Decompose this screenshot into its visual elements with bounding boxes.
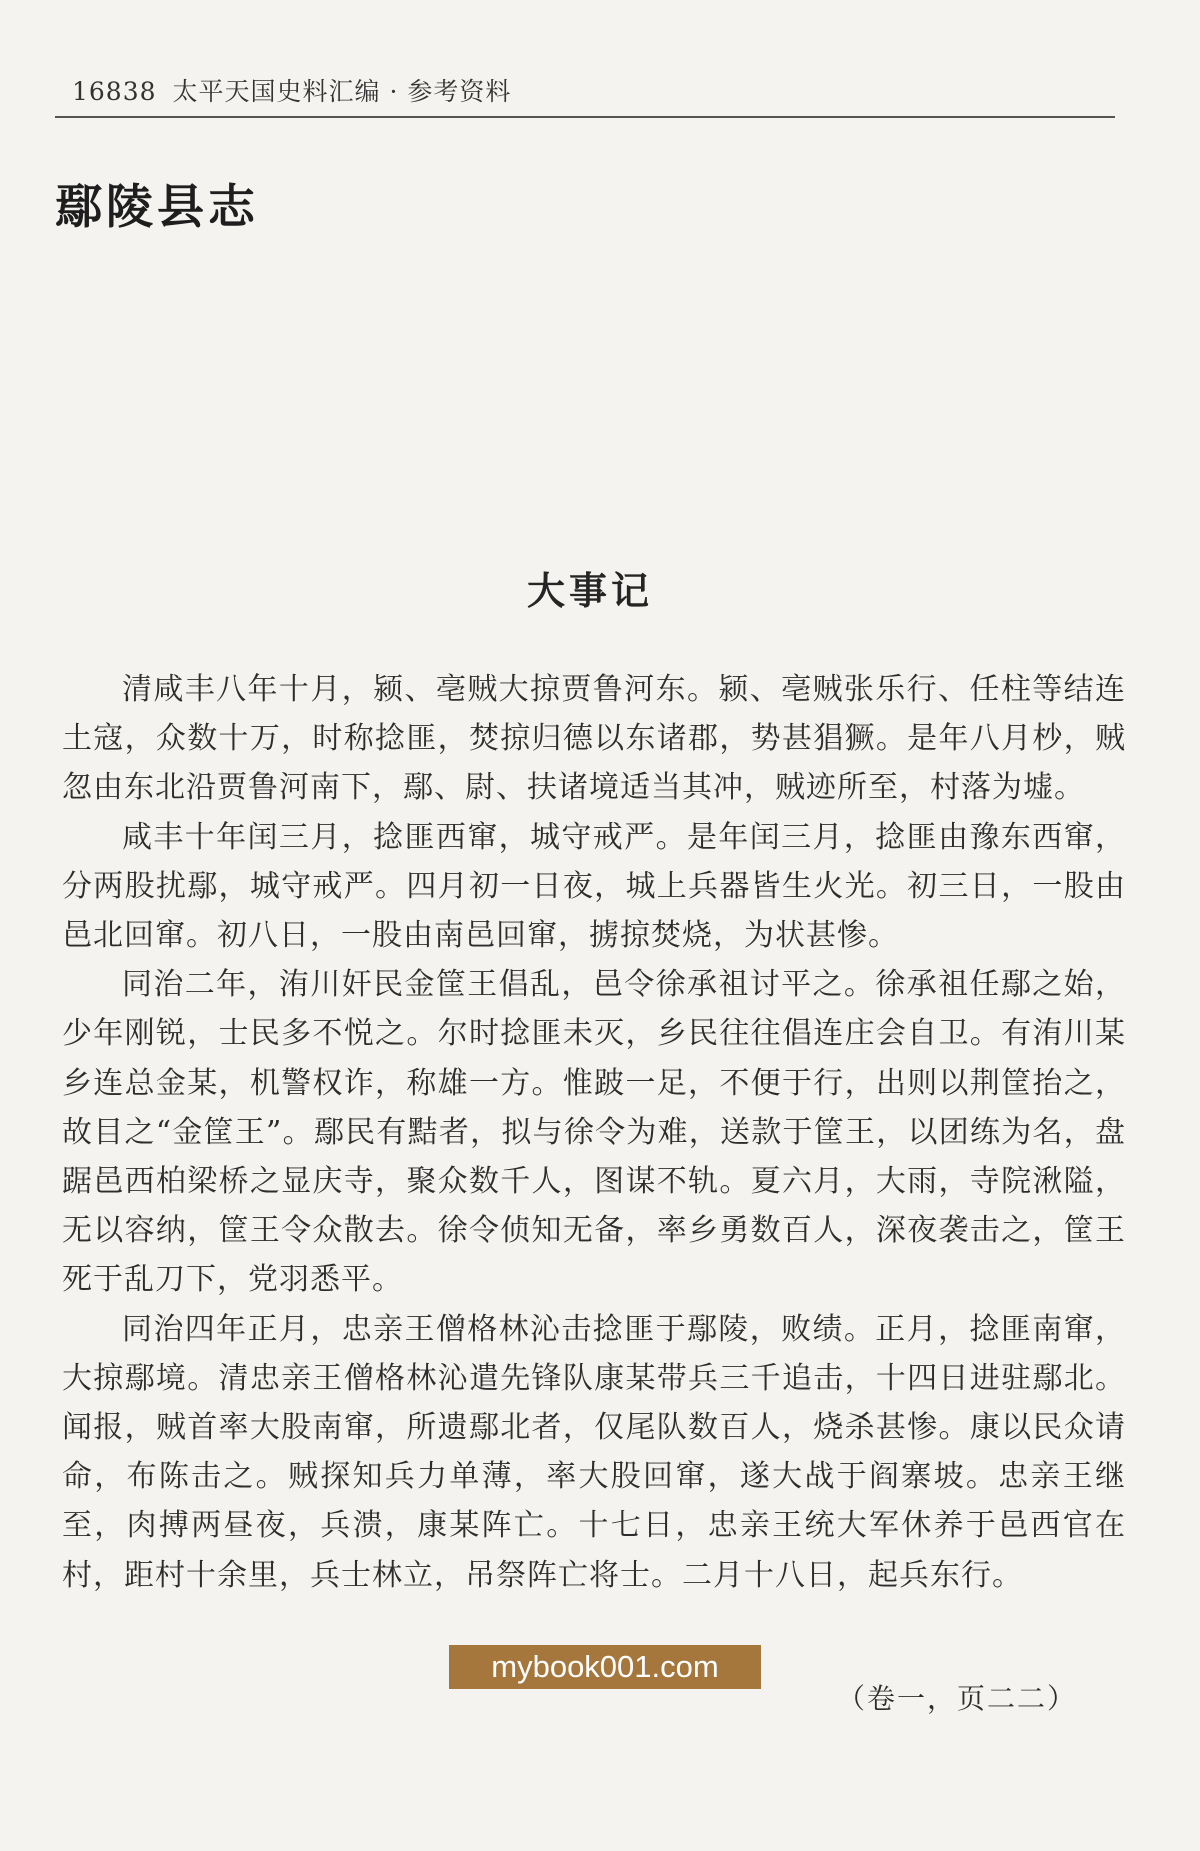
section-title: 大事记 bbox=[526, 569, 653, 613]
paragraph: 清咸丰八年十月，颍、亳贼大掠贾鲁河东。颍、亳贼张乐行、任柱等结连土寇，众数十万，时称捻匪，焚掠归德以东诸郡，势甚猖獗。是年八月杪，贼忽由东北沿贾鲁河南下，鄢、尉、扶诸境适当其冲，贼迹所至，村落为墟。 bbox=[62, 672, 1126, 806]
running-header bbox=[72, 72, 511, 108]
paragraph: 同治二年，洧川奸民金筐王倡乱，邑令徐承祖讨平之。徐承祖任鄢之始，少年刚锐，士民多不悦之。尔时捻匪未灭，乡民往往倡连庄会自卫。有洧川某乡连总金某，机警权诈，称雄一方。惟跛一足，不便于行，出则以荆筐抬之，故目之“金筐王”。鄢民有黠者，拟与徐令为难，送款于筐王，以团练为名，盘踞邑西柏梁桥之显庆寺，聚众数千人，图谋不轨。夏六月，大雨，寺院湫隘，无以容纳，筐王令众散去。徐令侦知无备，率乡勇数百人，深夜袭击之，筐王死于乱刀下，党羽悉平。 bbox=[62, 967, 1126, 1298]
paragraph: 同治四年正月，忠亲王僧格林沁击捻匪于鄢陵，败绩。正月，捻匪南窜，大掠鄢境。清忠亲王僧格林沁遣先锋队康某带兵三千追击，十四日进驻鄢北。闻报，贼首率大股南窜，所遗鄢北者，仅尾队数百人，烧杀甚惨。康以民众请命，布陈击之。贼探知兵力单薄，率大股回窜，遂大战于阎寨坡。忠亲王继至，肉搏两昼夜，兵溃，康某阵亡。十七日，忠亲王统大军休养于邑西官在村，距村十余里，兵士林立，吊祭阵亡将士。二月十八日，起兵东行。 bbox=[62, 1311, 1126, 1593]
header-divider bbox=[55, 116, 1115, 118]
book-title: 太平天国史料汇编 · 参考资料 bbox=[172, 77, 512, 106]
body-text bbox=[62, 665, 1126, 1600]
paragraph: 咸丰十年闰三月，捻匪西窜，城守戒严。是年闰三月，捻匪由豫东西窜，分两股扰鄢，城守戒严。四月初一日夜，城上兵器皆生火光。初三日，一股由邑北回窜。初八日，一股由南邑回窜，掳掠焚烧，为状甚惨。 bbox=[62, 819, 1126, 954]
watermark-label: mybook001.com bbox=[449, 1645, 761, 1689]
citation: （卷一，页二二） bbox=[836, 1682, 1077, 1715]
page-number: 16838 bbox=[72, 77, 157, 106]
document-title: 鄢陵县志 bbox=[55, 180, 259, 235]
